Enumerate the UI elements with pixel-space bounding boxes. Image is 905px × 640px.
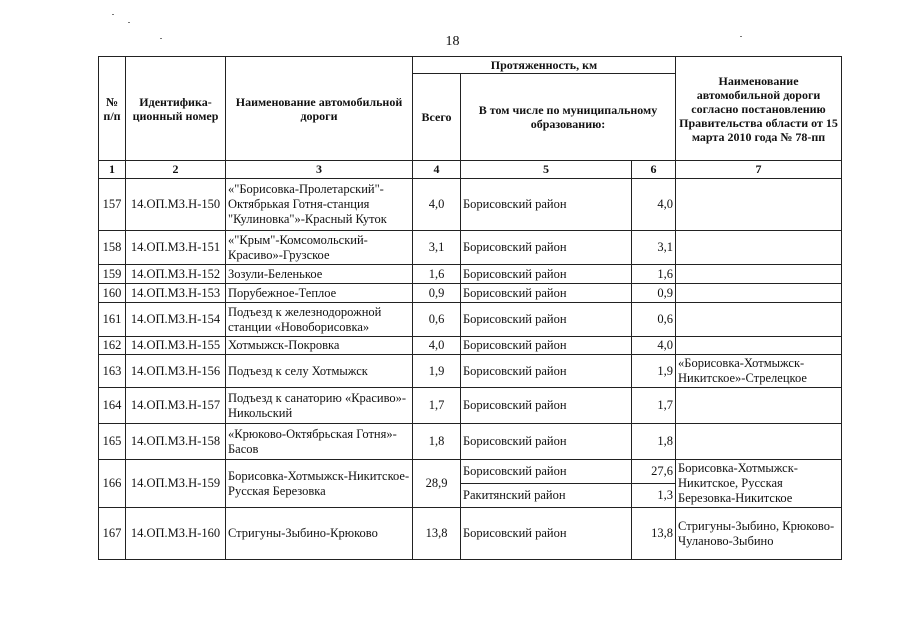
road-id: 14.ОП.МЗ.Н-150 (126, 179, 226, 231)
column-number: 7 (676, 161, 842, 179)
scan-speck (740, 36, 742, 37)
district: Ракитянский район (461, 484, 632, 508)
total-length: 4,0 (413, 337, 461, 355)
table-row (99, 424, 842, 460)
road-name: «Крюково-Октябрьская Готня»-Басов (226, 424, 413, 460)
decree-name: Борисовка-Хотмыжск-Никитское, Русская Березовка-Никитское (676, 460, 842, 508)
district-length: 4,0 (632, 179, 676, 231)
total-length: 1,6 (413, 265, 461, 284)
district: Борисовский район (461, 355, 632, 388)
district-length: 0,9 (632, 284, 676, 303)
decree-name: «Борисовка-Хотмыжск-Никитское»-Стрелецкое (676, 355, 842, 388)
table-row (99, 388, 842, 424)
table-row (99, 508, 842, 560)
column-number: 2 (126, 161, 226, 179)
road-id: 14.ОП.МЗ.Н-159 (126, 460, 226, 508)
district: Борисовский район (461, 337, 632, 355)
road-name: Подъезд к железнодорожной станции «Новоборисовка» (226, 303, 413, 337)
column-number: 5 (461, 161, 632, 179)
total-length: 0,9 (413, 284, 461, 303)
total-length: 4,0 (413, 179, 461, 231)
decree-name (676, 231, 842, 265)
table-row (99, 355, 842, 388)
road-id: 14.ОП.МЗ.Н-153 (126, 284, 226, 303)
decree-name: Стригуны-Зыбино, Крюково-Чуланово-Зыбино (676, 508, 842, 560)
row-number: 158 (99, 231, 126, 265)
total-length: 1,8 (413, 424, 461, 460)
road-name: Подъезд к селу Хотмыжск (226, 355, 413, 388)
header-num: № п/п (99, 57, 126, 161)
road-name: «"Крым"-Комсомольский-Красиво»-Грузское (226, 231, 413, 265)
road-id: 14.ОП.МЗ.Н-151 (126, 231, 226, 265)
road-name: Порубежное-Теплое (226, 284, 413, 303)
row-number: 161 (99, 303, 126, 337)
total-length: 13,8 (413, 508, 461, 560)
table-header (99, 57, 842, 179)
district-length: 4,0 (632, 337, 676, 355)
row-number: 159 (99, 265, 126, 284)
district: Борисовский район (461, 424, 632, 460)
total-length: 3,1 (413, 231, 461, 265)
district-length: 0,6 (632, 303, 676, 337)
decree-name (676, 179, 842, 231)
row-number: 160 (99, 284, 126, 303)
header-by-municipality: В том числе по муниципальному образованию: (461, 74, 676, 161)
district: Борисовский район (461, 388, 632, 424)
road-name: Зозули-Беленькое (226, 265, 413, 284)
road-id: 14.ОП.МЗ.Н-158 (126, 424, 226, 460)
column-number: 4 (413, 161, 461, 179)
row-number: 167 (99, 508, 126, 560)
district-length: 1,8 (632, 424, 676, 460)
row-number: 166 (99, 460, 126, 508)
road-id: 14.ОП.МЗ.Н-155 (126, 337, 226, 355)
column-number: 1 (99, 161, 126, 179)
district: Борисовский район (461, 303, 632, 337)
road-id: 14.ОП.МЗ.Н-160 (126, 508, 226, 560)
road-id: 14.ОП.МЗ.Н-154 (126, 303, 226, 337)
road-id: 14.ОП.МЗ.Н-156 (126, 355, 226, 388)
header-id: Идентифика-ционный номер (126, 57, 226, 161)
district: Борисовский район (461, 284, 632, 303)
decree-name (676, 284, 842, 303)
total-length: 1,7 (413, 388, 461, 424)
decree-name (676, 388, 842, 424)
road-name: Хотмыжск-Покровка (226, 337, 413, 355)
district: Борисовский район (461, 231, 632, 265)
column-number: 6 (632, 161, 676, 179)
road-id: 14.ОП.МЗ.Н-152 (126, 265, 226, 284)
district-length: 3,1 (632, 231, 676, 265)
total-length: 1,9 (413, 355, 461, 388)
header-length: Протяженность, км (413, 57, 676, 74)
table-row (99, 231, 842, 265)
total-length: 0,6 (413, 303, 461, 337)
district: Борисовский район (461, 179, 632, 231)
table-row (99, 303, 842, 337)
table-row (99, 284, 842, 303)
district: Борисовский район (461, 460, 632, 484)
decree-name (676, 265, 842, 284)
district-length: 1,7 (632, 388, 676, 424)
district-length: 1,3 (632, 484, 676, 508)
row-number: 165 (99, 424, 126, 460)
decree-name (676, 424, 842, 460)
district: Борисовский район (461, 508, 632, 560)
road-name: Стригуны-Зыбино-Крюково (226, 508, 413, 560)
table-row (99, 179, 842, 231)
decree-name (676, 337, 842, 355)
table-body (99, 179, 842, 560)
scan-speck (160, 38, 162, 39)
road-id: 14.ОП.МЗ.Н-157 (126, 388, 226, 424)
column-numbers-row (99, 161, 842, 179)
row-number: 163 (99, 355, 126, 388)
header-decree: Наименование автомобильной дороги согласно постановлению Правительства области от 15 марта 2010 года № 78-пп (676, 57, 842, 161)
table-row (99, 337, 842, 355)
header-total: Всего (413, 74, 461, 161)
road-name: Борисовка-Хотмыжск-Никитское-Русская Березовка (226, 460, 413, 508)
district-length: 1,9 (632, 355, 676, 388)
district-length: 13,8 (632, 508, 676, 560)
scan-speck (128, 22, 130, 23)
table-row (99, 265, 842, 284)
column-number: 3 (226, 161, 413, 179)
district-length: 27,6 (632, 460, 676, 484)
total-length: 28,9 (413, 460, 461, 508)
road-name: Подъезд к санаторию «Красиво»-Никольский (226, 388, 413, 424)
district-length: 1,6 (632, 265, 676, 284)
district: Борисовский район (461, 265, 632, 284)
road-name: «"Борисовка-Пролетарский"-Октябрькая Готня-станция "Кулиновка"»-Красный Куток (226, 179, 413, 231)
row-number: 164 (99, 388, 126, 424)
row-number: 162 (99, 337, 126, 355)
scan-speck (112, 14, 114, 15)
header-name: Наименование автомобильной дороги (226, 57, 413, 161)
roads-table (98, 56, 842, 560)
page-number: 18 (445, 34, 460, 49)
decree-name (676, 303, 842, 337)
row-number: 157 (99, 179, 126, 231)
table-row (99, 460, 842, 484)
